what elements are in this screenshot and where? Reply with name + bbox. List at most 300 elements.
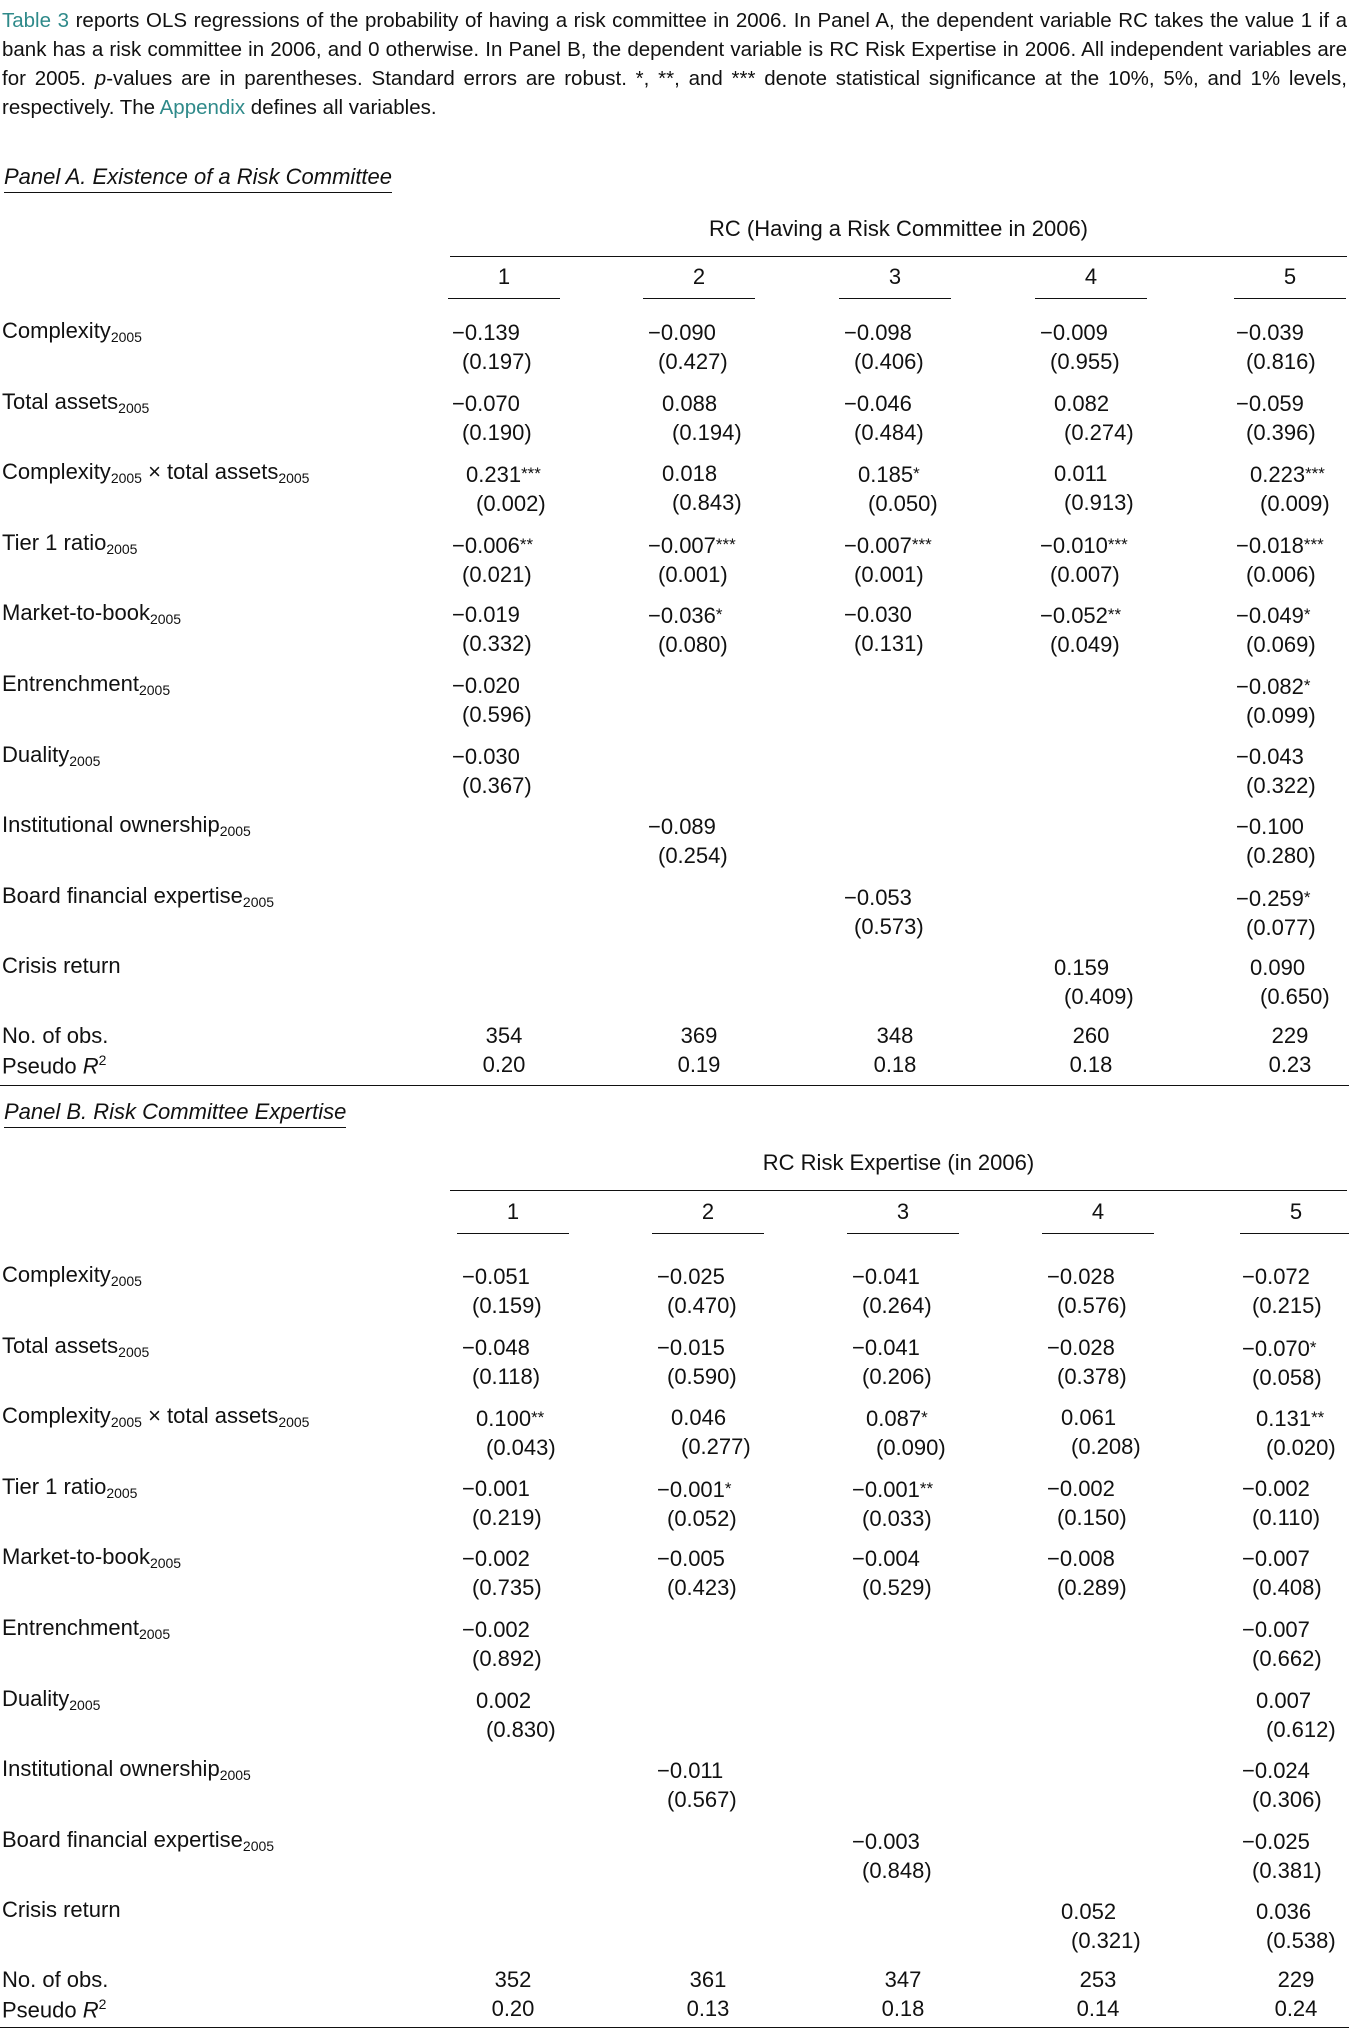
significance-stars: ** [919, 1478, 934, 1498]
coefficient-value [452, 671, 602, 700]
coefficient-cell [476, 1403, 626, 1462]
coefficient-value [452, 742, 602, 771]
significance-stars: * [1303, 676, 1311, 695]
coefficient-number: −0.048 [462, 1334, 530, 1360]
coefficient-value [462, 1262, 612, 1291]
coefficient-cell [1242, 1333, 1349, 1392]
row-label [2, 1474, 137, 1501]
row-label-text: Complexity [2, 318, 111, 343]
pseudo-r2-superscript: 2 [98, 1052, 107, 1068]
coefficient-value [657, 1262, 807, 1291]
p-value: (0.208) [1071, 1434, 1141, 1460]
p-value: (0.913) [1064, 490, 1134, 516]
row-label [2, 1403, 309, 1430]
p-value: (0.049) [1050, 632, 1120, 658]
coefficient-value [1242, 1544, 1349, 1573]
significance-stars: *** [1305, 464, 1325, 484]
panel-a-obs-row [0, 1023, 1349, 1052]
coefficient-value [852, 1474, 1002, 1504]
row-label-text-2: × total assets [141, 459, 279, 485]
coefficient-cell [844, 318, 994, 376]
table-row [0, 1615, 1349, 1681]
coefficient-cell [1236, 318, 1349, 376]
row-label-subscript-2: 2005 [278, 1414, 310, 1431]
coefficient-value [648, 318, 798, 347]
row-label-text: Institutional ownership [2, 1756, 220, 1782]
caption-text-3: defines all variables. [245, 96, 437, 119]
coefficient-number: −0.019 [452, 602, 520, 628]
coefficient-value [1047, 1262, 1197, 1291]
p-value: (0.650) [1260, 984, 1330, 1010]
coefficient-number: −0.036 [648, 603, 716, 629]
coefficient-cell [1061, 1403, 1211, 1461]
coefficient-cell [852, 1333, 1002, 1391]
p-value: (0.007) [1050, 561, 1120, 587]
row-label-text: Complexity [2, 459, 111, 485]
p-value: (0.194) [672, 419, 742, 445]
appendix-link[interactable]: Appendix [159, 96, 246, 119]
p-value: (0.892) [472, 1646, 542, 1671]
coefficient-cell [1047, 1544, 1197, 1602]
caption-text-2: -values are in parentheses. Standard errors are robust. *, **, and *** denote statistical significance at the 10%, 5%, and 1% levels, respectively. The [2, 67, 1347, 119]
coefficient-cell [657, 1544, 807, 1602]
row-label [2, 1686, 100, 1713]
p-value: (0.423) [667, 1575, 737, 1601]
p-value: (0.484) [854, 419, 924, 445]
p-value: (0.529) [862, 1575, 932, 1601]
table-caption [2, 6, 1347, 122]
p-value: (0.080) [658, 632, 728, 658]
coefficient-cell [462, 1474, 612, 1532]
p-value: (0.033) [862, 1505, 932, 1531]
coefficient-number: 0.046 [671, 1405, 727, 1431]
row-label [2, 600, 181, 627]
obs-label: No. of obs. [2, 1967, 109, 1992]
pseudo-r2-value: 0.23 [1268, 1052, 1312, 1077]
row-label-subscript: 2005 [219, 823, 251, 840]
table-row [0, 530, 1349, 596]
coefficient-cell [657, 1333, 807, 1391]
coefficient-number: −0.007 [1242, 1546, 1310, 1572]
row-label-subscript: 2005 [242, 893, 275, 910]
p-value: (0.843) [672, 490, 742, 516]
p-value: (0.001) [658, 561, 728, 587]
coefficient-cell [844, 530, 994, 589]
row-label-subscript: 2005 [69, 1696, 101, 1713]
coefficient-cell [1236, 671, 1349, 730]
row-label [2, 742, 100, 769]
significance-stars: * [921, 1408, 928, 1428]
coefficient-value [1242, 1474, 1349, 1503]
p-value: (0.576) [1057, 1293, 1127, 1318]
coefficient-cell [462, 1544, 612, 1602]
p-value: (0.219) [472, 1504, 542, 1530]
coefficient-cell [1250, 459, 1349, 518]
row-label-text: Board financial expertise [2, 1826, 243, 1852]
row-label-subscript: 2005 [110, 470, 142, 487]
coefficient-cell [648, 318, 798, 376]
coefficient-cell [1242, 1827, 1349, 1885]
column-number: 1 [448, 264, 560, 299]
table-row [0, 812, 1349, 878]
coefficient-cell [844, 389, 994, 447]
pseudo-r2-symbol: R [82, 1997, 99, 2023]
p-value: (0.567) [667, 1787, 737, 1813]
significance-stars: * [715, 605, 723, 625]
coefficient-number: −0.049 [1236, 603, 1304, 629]
coefficient-cell [1054, 459, 1204, 517]
coefficient-cell [1236, 530, 1349, 589]
p-value: (0.006) [1246, 561, 1316, 587]
coefficient-number: −0.030 [452, 743, 520, 769]
row-label-text: Duality [2, 1685, 70, 1711]
p-value: (0.099) [1246, 703, 1316, 728]
coefficient-value [858, 459, 1008, 489]
p-value: (0.190) [462, 419, 532, 445]
coefficient-value [1236, 530, 1349, 560]
coefficient-number: −0.011 [657, 1758, 724, 1784]
row-label [2, 1262, 142, 1289]
coefficient-cell [1250, 953, 1349, 1011]
pseudo-r2-value: 0.14 [1076, 1996, 1120, 2021]
p-value: (0.735) [472, 1575, 542, 1601]
p-value: (0.955) [1050, 349, 1120, 374]
obs-value: 253 [1079, 1967, 1117, 1992]
row-label-subscript: 2005 [138, 682, 171, 698]
coefficient-cell [452, 389, 602, 447]
row-label [2, 1756, 251, 1783]
coefficient-cell [1236, 812, 1349, 870]
coefficient-value [466, 459, 616, 489]
coefficient-value [1250, 459, 1349, 489]
coefficient-value [1256, 1686, 1349, 1715]
p-value: (0.830) [486, 1716, 556, 1742]
coefficient-value [866, 1403, 1016, 1433]
obs-label: No. of obs. [2, 1023, 109, 1048]
coefficient-number: −0.001 [852, 1476, 920, 1502]
column-number: 2 [643, 264, 755, 299]
coefficient-value [476, 1403, 626, 1433]
row-label-subscript: 2005 [106, 540, 138, 557]
coefficient-value [1040, 530, 1190, 560]
coefficient-number: −0.010 [1040, 532, 1108, 558]
coefficient-number: −0.020 [452, 673, 520, 698]
p-value: (0.277) [681, 1434, 751, 1460]
coefficient-value [1061, 1897, 1211, 1926]
coefficient-value [852, 1262, 1002, 1291]
pseudo-r2-superscript: 2 [98, 1996, 107, 2012]
p-value: (0.367) [462, 772, 532, 798]
table-link[interactable]: Table 3 [2, 9, 70, 32]
coefficient-value [452, 318, 602, 347]
coefficient-value [648, 812, 798, 841]
coefficient-number: −0.100 [1236, 814, 1304, 840]
p-value: (0.052) [667, 1505, 737, 1531]
column-number: 1 [457, 1199, 569, 1234]
p-value: (0.009) [1260, 491, 1330, 517]
table-row [0, 1333, 1349, 1399]
significance-stars: *** [1303, 534, 1324, 554]
table-row [0, 389, 1349, 455]
coefficient-number: −0.002 [1242, 1475, 1310, 1501]
row-label-subscript: 2005 [219, 1767, 251, 1784]
row-label-text: Entrenchment [2, 671, 139, 696]
column-number: 2 [652, 1199, 764, 1234]
pseudo-r2-text: Pseudo [2, 1997, 83, 2023]
coefficient-number: 0.002 [476, 1687, 532, 1713]
row-label-text: Total assets [2, 388, 119, 414]
coefficient-value [844, 530, 994, 560]
coefficient-value [1054, 389, 1204, 418]
coefficient-number: 0.131 [1256, 1406, 1312, 1432]
row-label [2, 812, 251, 839]
p-value: (0.118) [472, 1363, 541, 1389]
p-value: (0.409) [1064, 984, 1134, 1010]
coefficient-value [648, 600, 798, 630]
row-label-text: Entrenchment [2, 1615, 139, 1640]
coefficient-value [1242, 1756, 1349, 1785]
row-label-subscript: 2005 [138, 1626, 171, 1642]
coefficient-cell [462, 1615, 612, 1673]
coefficient-number: 0.036 [1256, 1899, 1312, 1925]
obs-value: 361 [689, 1967, 727, 1992]
table-row [0, 1262, 1349, 1328]
row-label-subscript: 2005 [69, 752, 101, 769]
significance-stars: * [1303, 605, 1311, 625]
coefficient-cell [1047, 1474, 1197, 1532]
coefficient-number: 0.088 [662, 390, 718, 416]
coefficient-number: −0.028 [1047, 1264, 1115, 1289]
coefficient-number: −0.259 [1236, 885, 1304, 911]
p-value: (0.264) [862, 1293, 932, 1318]
coefficient-cell [1256, 1403, 1349, 1462]
column-number: 3 [839, 264, 951, 299]
column-number: 4 [1035, 264, 1147, 299]
coefficient-value [452, 389, 602, 418]
coefficient-cell [452, 671, 602, 729]
coefficient-value [462, 1544, 612, 1573]
pseudo-r2-value: 0.24 [1274, 1996, 1318, 2021]
coefficient-number: −0.046 [844, 390, 912, 416]
coefficient-value [1250, 953, 1349, 982]
pseudo-r2-label [2, 1052, 106, 1079]
pseudo-r2-value: 0.18 [873, 1052, 917, 1077]
coefficient-cell [1047, 1333, 1197, 1391]
coefficient-number: −0.007 [1242, 1617, 1310, 1642]
row-label [2, 1333, 149, 1360]
row-label-subscript: 2005 [118, 1343, 150, 1360]
table-row [0, 953, 1349, 1019]
table-row [0, 1544, 1349, 1610]
table-row [0, 1474, 1349, 1540]
p-value: (0.206) [862, 1363, 932, 1389]
table-row [0, 883, 1349, 949]
coefficient-number: −0.001 [657, 1476, 725, 1502]
coefficient-value [1047, 1544, 1197, 1573]
coefficient-value [1236, 318, 1349, 347]
coefficient-value [462, 1474, 612, 1503]
panel-b-group-header: RC Risk Expertise (in 2006) [450, 1150, 1347, 1191]
p-value: (0.043) [486, 1435, 556, 1461]
column-number: 3 [847, 1199, 959, 1234]
p-value: (0.131) [854, 631, 924, 657]
coefficient-cell [866, 1403, 1016, 1462]
row-label [2, 318, 142, 345]
row-label-text: Total assets [2, 1332, 119, 1358]
coefficient-value [657, 1333, 807, 1362]
table-row [0, 1403, 1349, 1469]
coefficient-cell [462, 1333, 612, 1391]
coefficient-cell [1061, 1897, 1211, 1955]
pseudo-r2-value: 0.20 [491, 1996, 535, 2021]
coefficient-cell [1054, 953, 1204, 1011]
p-value: (0.254) [658, 843, 728, 869]
obs-value: 229 [1271, 1023, 1309, 1048]
coefficient-number: −0.043 [1236, 743, 1304, 769]
coefficient-number: −0.039 [1236, 320, 1304, 345]
p-value: (0.069) [1246, 632, 1316, 658]
coefficient-value [844, 389, 994, 418]
coefficient-value [452, 600, 602, 629]
column-number: 4 [1042, 1199, 1154, 1234]
row-label-text: Crisis return [2, 953, 121, 979]
p-value: (0.816) [1246, 349, 1316, 374]
p-value: (0.159) [472, 1293, 542, 1318]
panel-b-title: Panel B. Risk Committee Expertise [4, 1099, 346, 1128]
coefficient-value [1047, 1474, 1197, 1503]
coefficient-number: −0.024 [1242, 1758, 1310, 1784]
coefficient-number: −0.059 [1236, 390, 1304, 416]
coefficient-number: −0.028 [1047, 1334, 1115, 1360]
coefficient-value [657, 1474, 807, 1504]
coefficient-number: −0.007 [648, 532, 716, 558]
coefficient-cell [1047, 1262, 1197, 1320]
coefficient-value [1047, 1333, 1197, 1362]
coefficient-number: −0.006 [452, 532, 520, 558]
coefficient-value [648, 530, 798, 560]
coefficient-number: 0.061 [1061, 1405, 1117, 1431]
p-value: (0.090) [876, 1435, 946, 1461]
p-value: (0.596) [462, 702, 532, 727]
table-row [0, 742, 1349, 808]
p-value: (0.001) [854, 561, 924, 587]
coefficient-number: −0.001 [462, 1475, 530, 1501]
coefficient-value [852, 1544, 1002, 1573]
row-label-subscript-2: 2005 [278, 470, 310, 487]
coefficient-number: −0.003 [852, 1828, 920, 1854]
coefficient-value [844, 883, 994, 912]
pseudo-r2-label [2, 1996, 106, 2023]
coefficient-value [1242, 1333, 1349, 1363]
coefficient-number: 0.223 [1250, 462, 1306, 488]
coefficient-number: −0.051 [462, 1264, 530, 1289]
obs-value: 369 [680, 1023, 718, 1048]
coefficient-cell [648, 600, 798, 659]
p-value: (0.280) [1246, 843, 1316, 869]
p-value: (0.590) [667, 1363, 737, 1389]
p-value: (0.021) [462, 561, 532, 587]
p-value: (0.406) [854, 349, 924, 374]
coefficient-value [852, 1333, 1002, 1362]
p-value: (0.306) [1252, 1787, 1322, 1813]
row-label-text: Tier 1 ratio [2, 1473, 107, 1499]
coefficient-cell [852, 1262, 1002, 1320]
coefficient-cell [1256, 1686, 1349, 1744]
coefficient-value [1242, 1262, 1349, 1291]
p-value: (0.110) [1252, 1504, 1321, 1530]
coefficient-number: 0.087 [866, 1406, 922, 1432]
coefficient-cell [1236, 600, 1349, 659]
coefficient-number: −0.018 [1236, 532, 1304, 558]
row-label-subscript: 2005 [110, 1273, 142, 1289]
p-value: (0.378) [1057, 1363, 1127, 1389]
significance-stars: * [913, 464, 920, 484]
coefficient-number: −0.002 [462, 1617, 530, 1642]
significance-stars: ** [1311, 1408, 1325, 1428]
coefficient-cell [1236, 742, 1349, 800]
coefficient-number: 0.159 [1054, 955, 1110, 981]
coefficient-number: 0.185 [858, 462, 914, 488]
coefficient-cell [1236, 883, 1349, 942]
coefficient-cell [657, 1474, 807, 1533]
coefficient-number: −0.005 [657, 1546, 725, 1572]
coefficient-number: −0.008 [1047, 1546, 1115, 1572]
p-value: (0.050) [868, 491, 938, 517]
coefficient-number: 0.007 [1256, 1687, 1312, 1713]
significance-stars: ** [1107, 605, 1122, 625]
coefficient-number: −0.002 [462, 1546, 530, 1572]
coefficient-number: 0.090 [1250, 955, 1306, 981]
significance-stars: * [1309, 1337, 1317, 1357]
row-label-text: Crisis return [2, 1897, 121, 1923]
panel-a-r2-row [0, 1052, 1349, 1081]
pseudo-r2-text: Pseudo [2, 1053, 83, 1079]
row-label [2, 883, 274, 910]
panel-a-bottom-rule [0, 1085, 1349, 1086]
coefficient-number: −0.041 [852, 1334, 920, 1360]
coefficient-number: −0.007 [844, 532, 912, 558]
coefficient-number: −0.090 [648, 320, 716, 345]
p-value: (0.332) [462, 631, 532, 657]
row-label [2, 459, 309, 486]
row-label-text: Tier 1 ratio [2, 529, 107, 555]
pseudo-r2-value: 0.19 [677, 1052, 721, 1077]
p-value: (0.381) [1252, 1857, 1322, 1883]
obs-value: 229 [1277, 1967, 1315, 1992]
coefficient-number: −0.041 [852, 1264, 920, 1289]
p-value: (0.470) [667, 1293, 737, 1318]
row-label [2, 953, 121, 979]
p-value: (0.427) [658, 349, 728, 374]
p-value: (0.662) [1252, 1646, 1322, 1671]
obs-value: 348 [876, 1023, 914, 1048]
coefficient-cell [844, 600, 994, 658]
coefficient-number: 0.052 [1061, 1899, 1117, 1925]
obs-value: 347 [884, 1967, 922, 1992]
coefficient-value [671, 1403, 821, 1432]
row-label-subscript: 2005 [118, 399, 150, 416]
table-row [0, 600, 1349, 666]
coefficient-cell [476, 1686, 626, 1744]
coefficient-value [657, 1756, 807, 1785]
coefficient-cell [452, 600, 602, 658]
table-row [0, 1897, 1349, 1963]
coefficient-value [1236, 600, 1349, 630]
coefficient-cell [1242, 1544, 1349, 1602]
coefficient-cell [1236, 389, 1349, 447]
significance-stars: *** [521, 464, 541, 484]
panel-b-bottom-rule [0, 2027, 1349, 2028]
